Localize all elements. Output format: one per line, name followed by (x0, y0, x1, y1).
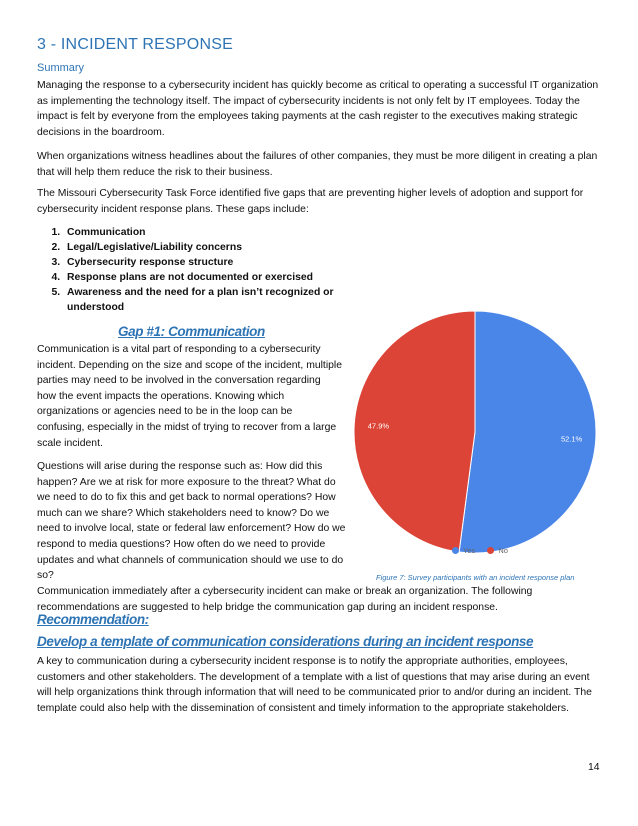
gap-item: 2. Legal/Legislative/Liability concerns (63, 240, 363, 255)
recommendation-subheading: Develop a template of communication considerations during an incident response (37, 634, 534, 649)
legend-swatch-no (487, 547, 494, 554)
recommendation-heading: Recommendation: (37, 612, 149, 627)
page-number: 14 (588, 762, 600, 773)
response-plan-pie-chart (344, 296, 606, 568)
figure-caption: Figure 7: Survey participants with an incident response plan (376, 573, 575, 582)
gap1-paragraph-3 (37, 584, 603, 615)
section-title: 3 - INCIDENT RESPONSE (37, 36, 233, 53)
legend-label-yes: Yes (463, 546, 476, 555)
gap-item: 5. Awareness and the need for a plan isn’t recognized or understood (63, 285, 363, 315)
legend-label-no: No (498, 546, 508, 555)
summary-paragraph-1: Managing the response to a cybersecurity incident has quickly become as critical to operating a successful IT organization as implementing the technology itself. The impact of cybersecurity incidents is not only felt by IT employees. Today the impact is felt by everyone from the employees taking payments at the cash register to the executives making strategic decisions in the boardroom. (37, 80, 599, 138)
legend-item-no (487, 546, 508, 555)
chart-legend (452, 546, 508, 555)
gap1-paragraph-1: Communication is a vital part of responding to a cybersecurity incident. Depending on the size and scope of the incident, multiple parties may need to be involved in the conversation regarding how the event impacts the operations. Knowing which organizations or agencies need to be in the loop can be confusing, especially in the midst of trying to recover from a large scale incident. (37, 344, 342, 449)
summary-paragraph-2: When organizations witness headlines about the failures of other companies, they must be more diligent in creating a plan that will help them reduce the risk to their business. (37, 151, 598, 178)
gap1-title: Gap #1: Communication (118, 324, 265, 339)
pie-slice-yes (459, 311, 596, 553)
gap-item: 1. Communication (63, 225, 363, 240)
gap1-paragraph-2: Questions will arise during the response such as: How did this happen? Are we at risk for more exposure to the threat? What do we need to do to fix this and get back to normal operations? How much can we share? Which stakeholders need to know? Do we need to involve local, state or federal law enforcement? How do we respond to media questions? How often do we need to provide updates and what channels of communication should we use to do so? (37, 461, 346, 582)
gap-item: 3. Cybersecurity response structure (63, 255, 363, 270)
summary-heading: Summary (37, 62, 85, 74)
pie-label-yes: 52.1% (560, 434, 583, 444)
gap-item: 4. Response plans are not documented or exercised (63, 270, 363, 285)
recommendation-body: A key to communication during a cybersecurity incident response is to notify the appropriate authorities, employees, customers and other stakeholders. The development of a template with a list of questions that may arise during an event will help organizations think through information that will need to be communicated prior to and/or during an incident. The template could also help with the dissemination of consistent and timely information to the appropriate stakeholders. (37, 656, 592, 714)
pie-slice-no (354, 311, 475, 552)
legend-swatch-yes (452, 547, 459, 554)
summary-paragraph-3: The Missouri Cybersecurity Task Force identified five gaps that are preventing higher levels of adoption and support for cybersecurity incident response plans. These gaps include: (37, 188, 584, 215)
pie-label-no: 47.9% (367, 421, 390, 431)
gap1-paragraph-3-text: Communication immediately after a cybersecurity incident can make or break an organization. The following recommendations are suggested to help bridge the communication gap during an incident response. (37, 586, 533, 613)
gaps-list (37, 225, 363, 315)
legend-item-yes (452, 546, 475, 555)
